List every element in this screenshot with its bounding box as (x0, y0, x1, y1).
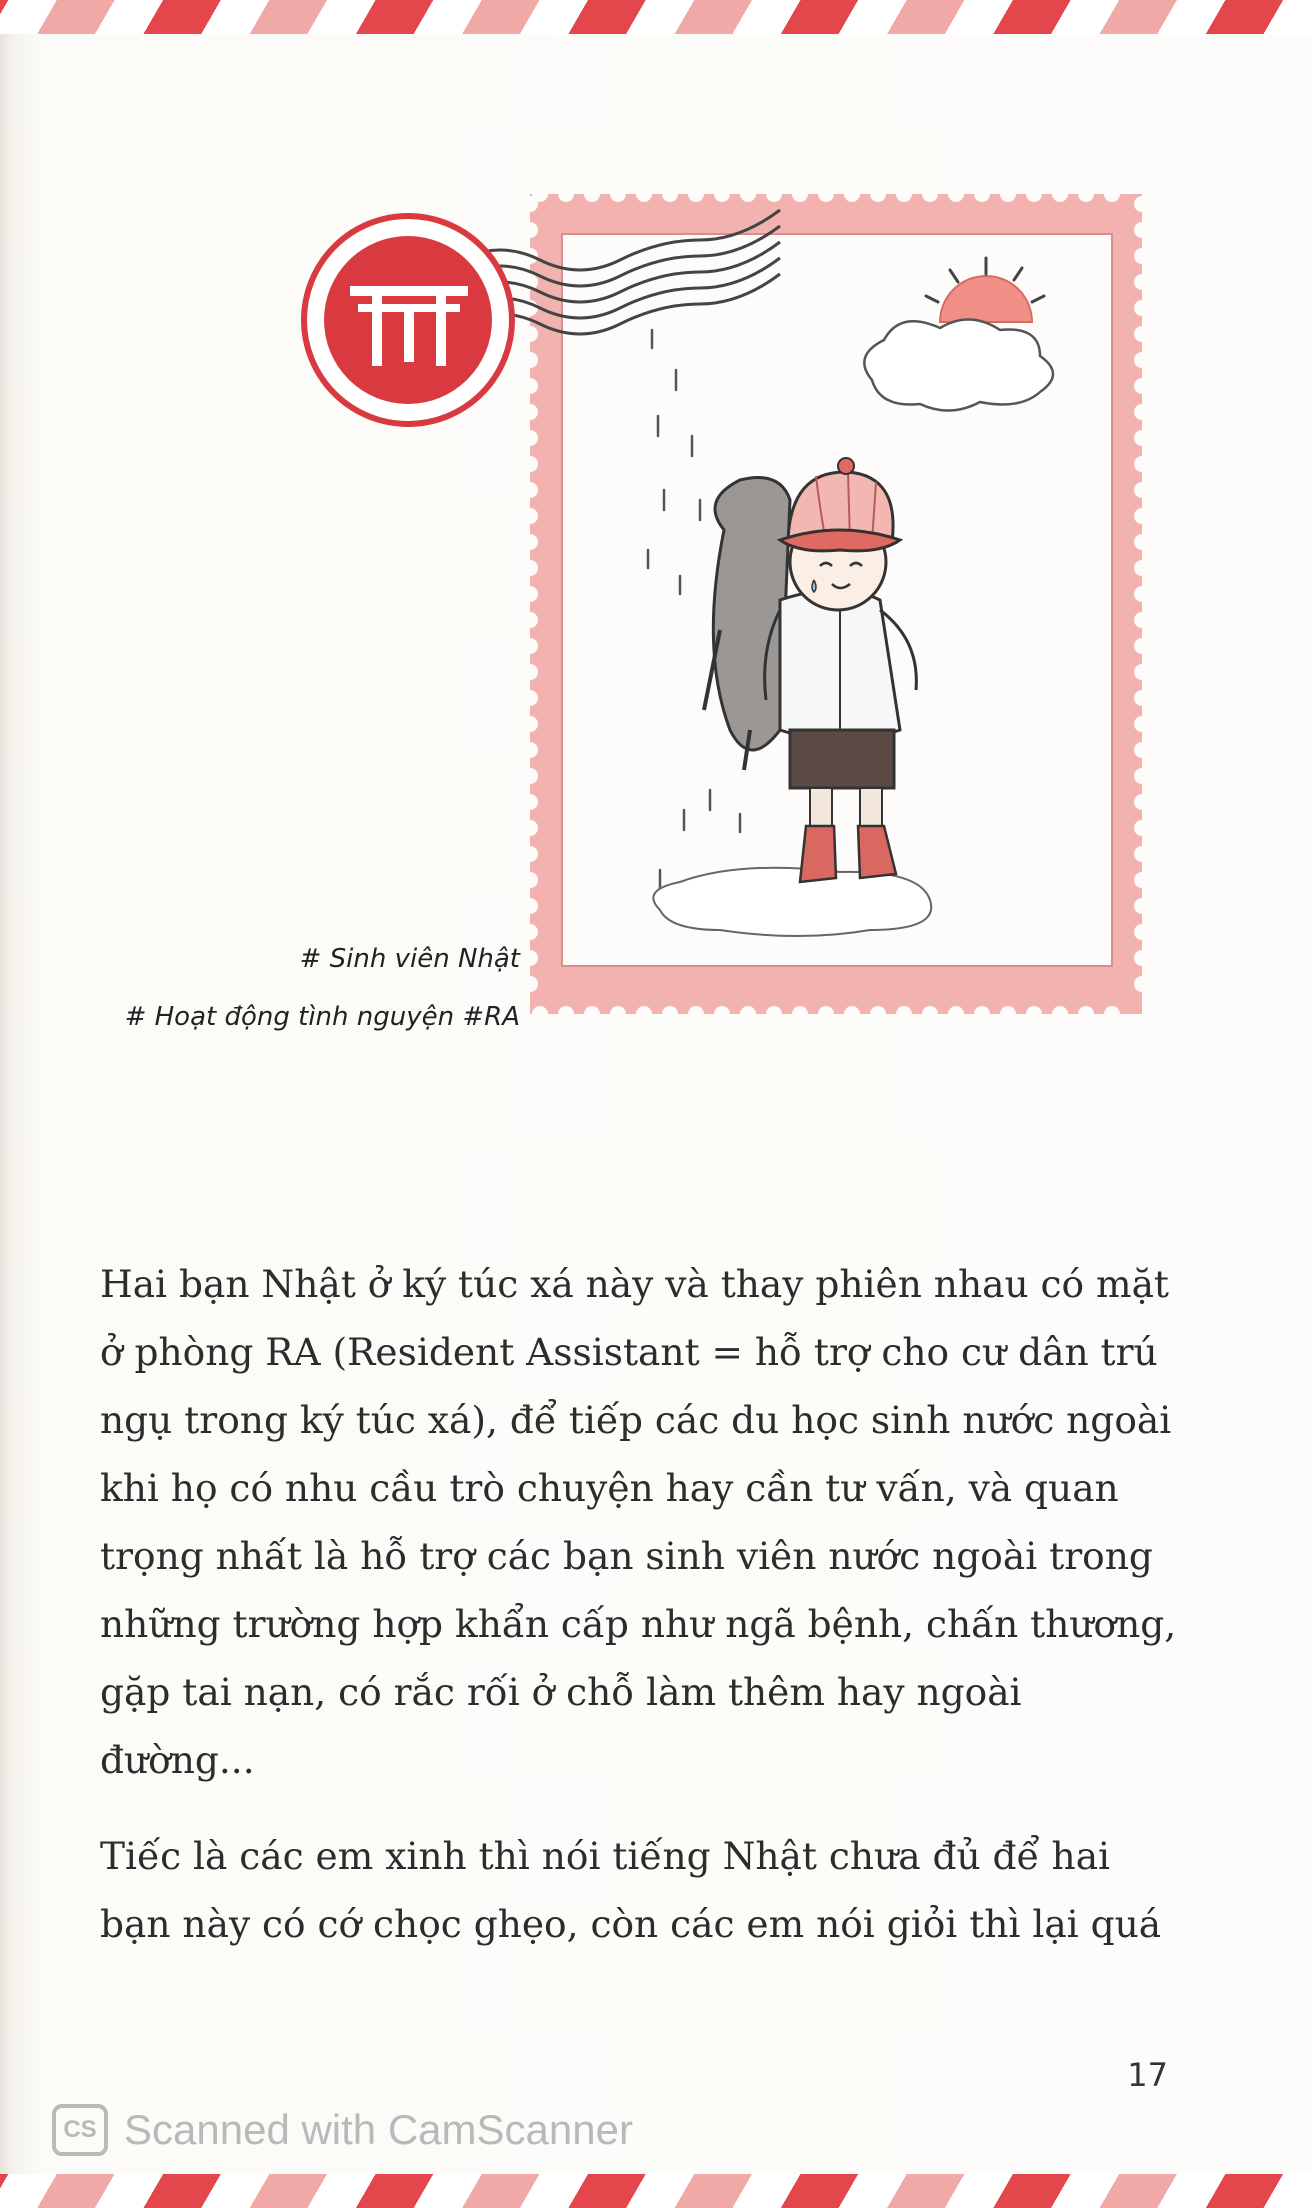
stamp-perforation (1134, 872, 1150, 888)
stamp-perforation (522, 820, 538, 836)
stamp-perforation (1000, 186, 1016, 202)
stamp-perforation (740, 186, 756, 202)
stamp-perforation (792, 186, 808, 202)
stamp-perforation (1134, 456, 1150, 472)
stamp-perforation (714, 1006, 730, 1022)
stamp-perforation (1134, 300, 1150, 316)
stamp-illustration (280, 170, 1180, 1040)
stamp-perforation (896, 1006, 912, 1022)
stamp-perforation (1134, 638, 1150, 654)
stamp-perforation (1134, 846, 1150, 862)
stamp-perforation (1134, 222, 1150, 238)
stamp-perforation (522, 690, 538, 706)
stamp-perforation (636, 186, 652, 202)
stamp-perforation (818, 186, 834, 202)
stamp-perforation (522, 430, 538, 446)
stamp-perforation (1134, 976, 1150, 992)
stamp-perforation (558, 186, 574, 202)
stamp-perforation (558, 1006, 574, 1022)
stamp-perforation (974, 1006, 990, 1022)
stamp-perforation (522, 872, 538, 888)
stamp-perforation (522, 326, 538, 342)
stamp-perforation (532, 1006, 548, 1022)
stamp-perforation (1104, 186, 1120, 202)
stamp-perforation (522, 482, 538, 498)
stamp-perforation (1134, 950, 1150, 966)
stamp-perforation (522, 664, 538, 680)
stamp-perforation (522, 352, 538, 368)
stamp-perforation (636, 1006, 652, 1022)
camscanner-logo-icon: CS (52, 2104, 108, 2156)
stamp-perforation (1134, 716, 1150, 732)
stamp-perforation (522, 534, 538, 550)
hashtag-volunteer-ra: # Hoạt động tình nguyện #RA (124, 1002, 520, 1032)
stamp-perforation (662, 1006, 678, 1022)
stamp-perforation (522, 612, 538, 628)
stamp-perforation (896, 186, 912, 202)
stamp-perforation (1134, 742, 1150, 758)
stamp-perforation (584, 186, 600, 202)
airmail-border-top (0, 0, 1312, 34)
stamp-perforation (1134, 612, 1150, 628)
stamp-perforation (522, 924, 538, 940)
stamp-perforation (688, 186, 704, 202)
stamp-perforation (1134, 664, 1150, 680)
stamp-perforation (1134, 378, 1150, 394)
stamp-svg (280, 170, 1180, 1040)
stamp-perforation (740, 1006, 756, 1022)
stamp-perforation (1052, 1006, 1068, 1022)
stamp-perforation (870, 186, 886, 202)
watermark-text: Scanned with CamScanner (124, 2106, 633, 2153)
body-text (100, 1250, 1180, 1986)
stamp-perforation (522, 950, 538, 966)
stamp-perforation (1134, 274, 1150, 290)
postmark-torii-icon (304, 216, 512, 424)
stamp-perforation (1134, 820, 1150, 836)
stamp-perforation (1134, 560, 1150, 576)
stamp-perforation (1134, 794, 1150, 810)
stamp-perforation (1134, 690, 1150, 706)
stamp-perforation (844, 1006, 860, 1022)
stamp-perforation (522, 586, 538, 602)
stamp-perforation (1134, 586, 1150, 602)
stamp-perforation (766, 186, 782, 202)
stamp-perforation (1134, 248, 1150, 264)
stamp-perforation (1134, 534, 1150, 550)
camscanner-watermark (52, 2104, 633, 2156)
stamp-perforation (974, 186, 990, 202)
stamp-perforation (522, 768, 538, 784)
puddle (653, 868, 931, 936)
stamp-perforation (844, 186, 860, 202)
stamp-perforation (922, 186, 938, 202)
stamp-perforation (1134, 326, 1150, 342)
stamp-perforation (522, 378, 538, 394)
paragraph-1: Hai bạn Nhật ở ký túc xá này và thay phiên nhau có mặt ở phòng RA (Resident Assistant = hỗ trợ cho cư dân trú ngụ trong ký túc xá), để tiếp các du học sinh nước ngoài khi họ có nhu cầu trò chuyện hay cần tư vấn, và quan trọng nhất là hỗ trợ các bạn sinh viên nước ngoài trong những trường hợp khẩn cấp như ngã bệnh, chấn thương, gặp tai nạn, có rắc rối ở chỗ làm thêm hay ngoài đường... (100, 1262, 1177, 1782)
stamp-perforation (1134, 768, 1150, 784)
stamp-perforation (766, 1006, 782, 1022)
stamp-perforation (522, 404, 538, 420)
stamp-perforation (522, 794, 538, 810)
stamp-perforation (1000, 1006, 1016, 1022)
stamp-perforation (522, 976, 538, 992)
hashtag-japanese-students: # Sinh viên Nhật (299, 944, 520, 974)
stamp-perforation (1134, 508, 1150, 524)
stamp-perforation (662, 186, 678, 202)
stamp-perforation (1026, 186, 1042, 202)
stamp-perforation (610, 186, 626, 202)
airmail-border-bottom (0, 2174, 1312, 2208)
stamp-perforation (522, 222, 538, 238)
stamp-perforation (922, 1006, 938, 1022)
stamp-perforation (522, 560, 538, 576)
stamp-perforation (1026, 1006, 1042, 1022)
stamp-perforation (1134, 352, 1150, 368)
page-number: 17 (1127, 2056, 1168, 2094)
stamp-perforation (522, 508, 538, 524)
stamp-perforation (1134, 924, 1150, 940)
stamp-perforation (1134, 898, 1150, 914)
stamp-perforation (1134, 196, 1150, 212)
stamp-perforation (870, 1006, 886, 1022)
stamp-perforation (610, 1006, 626, 1022)
stamp-perforation (948, 186, 964, 202)
stamp-perforation (1078, 186, 1094, 202)
stamp-perforation (522, 846, 538, 862)
stamp-perforation (688, 1006, 704, 1022)
stamp-perforation (948, 1006, 964, 1022)
stamp-perforation (1134, 404, 1150, 420)
stamp-perforation (522, 638, 538, 654)
stamp-perforation (792, 1006, 808, 1022)
stamp-perforation (522, 196, 538, 212)
paragraph-2: Tiếc là các em xinh thì nói tiếng Nhật chưa đủ để hai bạn này có cớ chọc ghẹo, còn các em nói giỏi thì lại quá (100, 1834, 1162, 1946)
stamp-perforation (818, 1006, 834, 1022)
stamp-perforation (1134, 482, 1150, 498)
stamp-perforation (522, 898, 538, 914)
stamp-perforation (1104, 1006, 1120, 1022)
stamp-perforation (584, 1006, 600, 1022)
stamp-perforation (522, 716, 538, 732)
stamp-perforation (522, 456, 538, 472)
stamp-perforation (1052, 186, 1068, 202)
stamp-perforation (522, 742, 538, 758)
stamp-perforation (714, 186, 730, 202)
stamp-perforation (1078, 1006, 1094, 1022)
hashtag-captions (100, 930, 520, 1046)
stamp-perforation (1134, 430, 1150, 446)
